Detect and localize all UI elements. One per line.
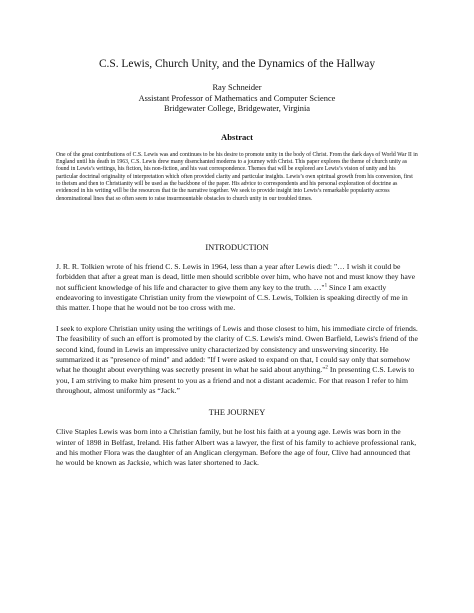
author-position: Assistant Professor of Mathematics and Computer Science <box>138 93 336 103</box>
paper-title: C.S. Lewis, Church Unity, and the Dynamics of the Hallway <box>98 58 376 70</box>
author-affiliation: Bridgewater College, Bridgewater, Virginia <box>163 104 311 114</box>
author-block <box>56 83 418 115</box>
body-paragraph: Clive Staples Lewis was born into a Christian family, but he lost his faith at a young age. Lewis was born in the winter of 1898 in Belfast, Ireland. His father Albert was a lawyer, the first of his family to achieve professional rank, and his mother Flora was the daughter of an Anglican clergyman. Before the age of four, Clive had announced that he would be known as Jacksie, which was later shortened to Jack. <box>56 427 417 468</box>
body-paragraph: J. R. R. Tolkien wrote of his friend C. S. Lewis in 1964, less than a year after Lewis died: "… I wish it could be forbidden that after a great man is dead, little men should scribble over him, who have not and must know they have not sufficient knowledge of his life and character to give them any key to the truth. …"$^1$ Since I am exactly endeavoring to investigate Christian unity from the viewpoint of C.S. Lewis, Tolkien is speaking directly of me in this matter. I hope that he would not be too cross with me. <box>56 261 416 313</box>
author-name: Ray Schneider <box>212 83 262 92</box>
footnote-marker: 1 <box>324 282 328 288</box>
section-heading-introduction: INTRODUCTION <box>205 242 269 252</box>
section-heading-the-journey: THE JOURNEY <box>208 408 266 418</box>
body-paragraph: I seek to explore Christian unity using the writings of Lewis and those closest to him, his immediate circle of friends. The feasibility of such an effort is promoted by the clarity of C.S. Lewis's mind. Owen Barfield, Lewis's friend of the second kind, found in Lewis an impressive unity characterized by consistency and unswerving sincerity. He summarized it as "presence of mind" and added: "If I were asked to expand on that, I could say only that somehow what he thought about everything was secretly present in what he said about anything."$^2$ In presenting C.S. Lewis to you, I am striving to make him present to you as a friend and not a distant academic. For that reason I refer to him throughout, almost uniformly as “Jack.” <box>56 323 418 396</box>
abstract-text: One of the great contributions of C.S. Lewis was and continues to be his desire to promote unity in the body of Christ. From the dark days of World War II in England until his death in 1963, C.S. Lewis drew many disenchanted moderns to a journey with Christ. This paper explores the theme of church unity as found in Lewis’s writings, his fiction, his non-fiction, and his vast correspondence. Themes that will be explored are Lewis’s vision of unity and his particular doctrinal originality of interpretation which often provided clarity and particular insights. Lewis’s own spiritual growth from his conversion, first to theism and then to Christianity will be used as the backbone of the paper. His advice to correspondents and his personal exploration of doctrine as evidenced in his writing will be the resources that tie the narrative together. We seek to provide insight into Lewis’s remarkable popularity across denominational lines that so often seem to raise insurmountable obstacles to church unity in our troubled times. <box>56 151 418 202</box>
footnote-marker: 2 <box>325 365 328 371</box>
abstract-heading: Abstract <box>221 131 253 142</box>
